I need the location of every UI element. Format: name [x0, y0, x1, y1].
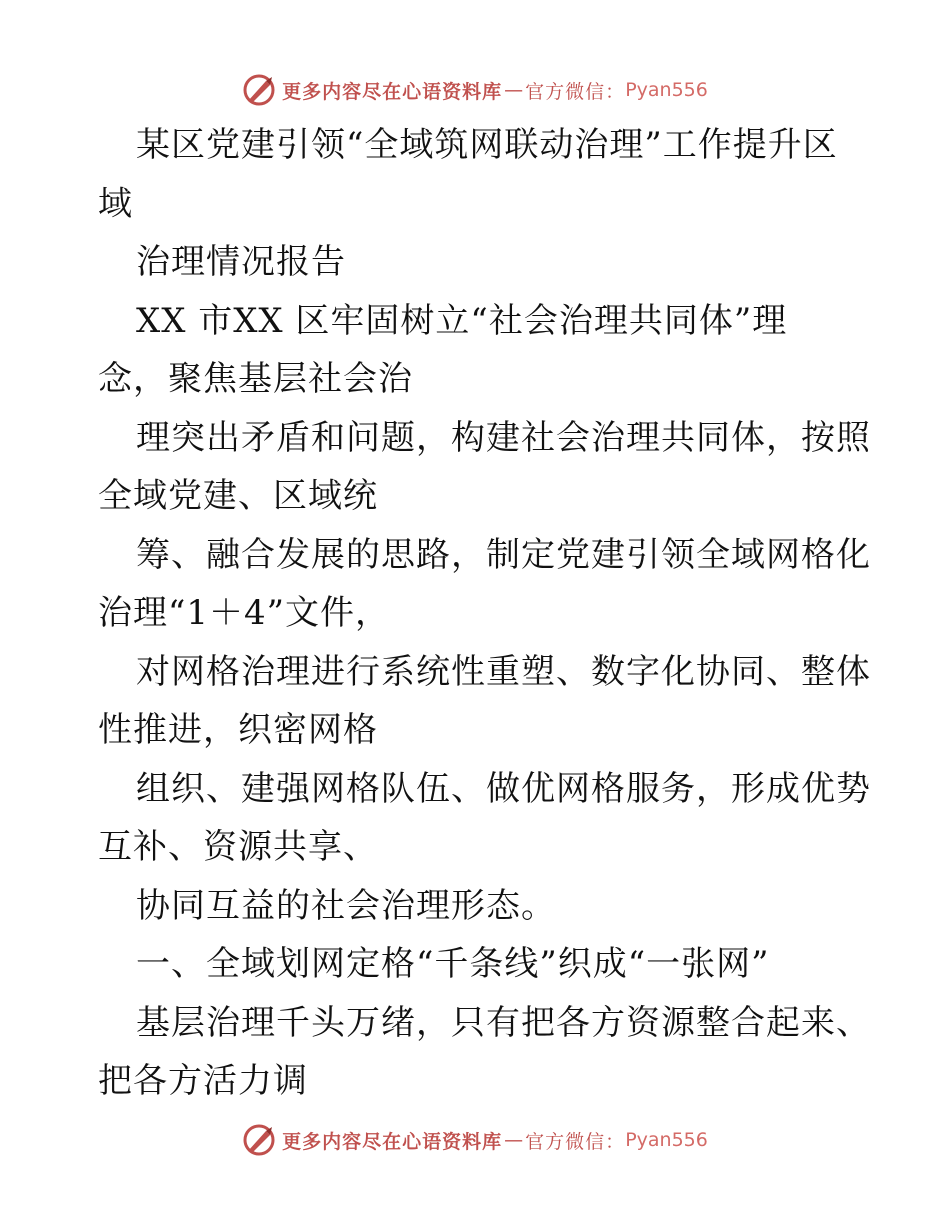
document-line: 全域党建、区域统	[98, 476, 378, 516]
document-line: 互补、资源共享、	[98, 827, 378, 867]
banner-brand-text: 更多内容尽在心语资料库	[282, 80, 503, 103]
document-line: 理突出矛盾和问题，构建社会治理共同体，按照	[136, 417, 871, 458]
quill-pen-icon	[242, 73, 276, 107]
banner-official-label: 官方微信：	[525, 1130, 626, 1153]
banner-brand-text: 更多内容尽在心语资料库	[282, 1130, 503, 1153]
document-line: 筹、融合发展的思路，制定党建引领全域网格化	[136, 534, 871, 575]
document-line: 治理“1＋4”文件，	[98, 593, 391, 633]
banner-official-label: 官方微信：	[525, 80, 626, 103]
document-line: 治理情况报告	[136, 242, 346, 282]
document-line: XX 市XX 区牢固树立“社会治理共同体”理	[136, 300, 788, 341]
document-line: 念，聚焦基层社会治	[98, 359, 413, 399]
banner-separator: —	[504, 1129, 524, 1151]
document-line: 协同互益的社会治理形态。	[136, 885, 556, 926]
document-line: 一、全域划网定格“千条线”织成“一张网”	[136, 944, 770, 984]
document-line: 基层治理千头万绪，只有把各方资源整合起来、	[136, 1002, 871, 1043]
banner-wechat-id: Pyan556	[625, 79, 708, 101]
document-line: 某区党建引领“全域筑网联动治理”工作提升区	[136, 125, 838, 165]
banner-wechat-id: Pyan556	[625, 1129, 708, 1151]
footer-watermark-banner	[0, 1120, 950, 1160]
banner-separator: —	[504, 79, 524, 101]
document-body	[98, 116, 871, 1111]
header-watermark-banner	[0, 70, 950, 110]
document-line: 对网格治理进行系统性重塑、数字化协同、整体	[136, 651, 871, 692]
document-line: 组织、建强网格队伍、做优网格服务，形成优势	[136, 768, 871, 809]
document-line: 性推进，织密网格	[98, 710, 378, 750]
quill-pen-icon	[242, 1123, 276, 1157]
document-line: 把各方活力调	[98, 1061, 308, 1101]
document-line: 域	[98, 183, 133, 224]
